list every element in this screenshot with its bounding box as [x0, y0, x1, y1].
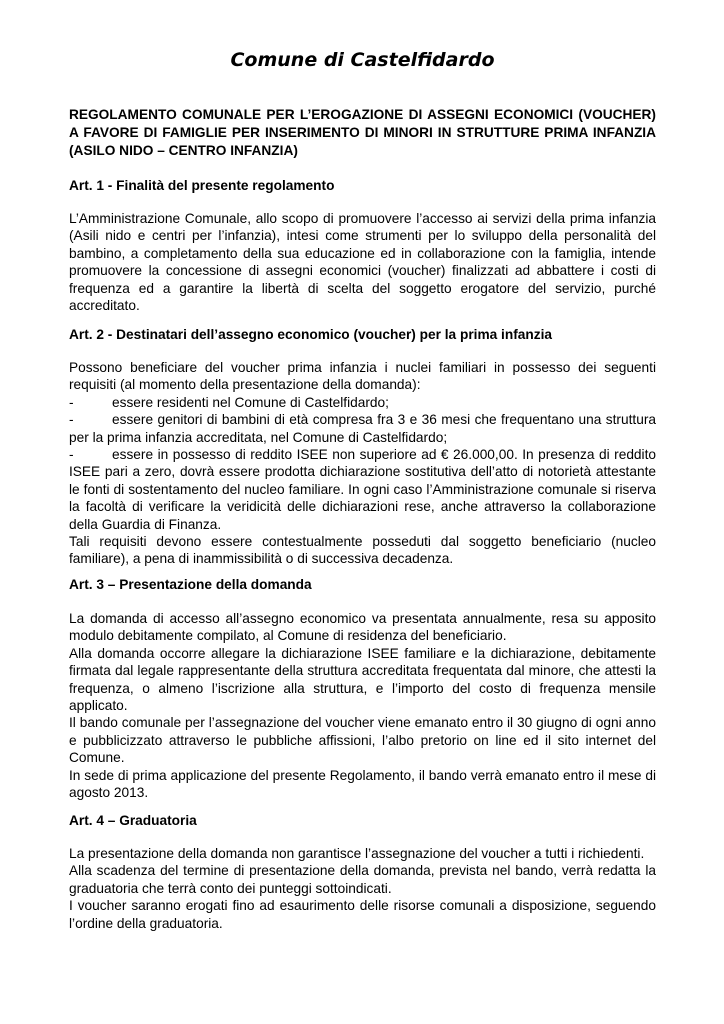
art2-closing: Tali requisiti devono essere contestualmente posseduti dal soggetto beneficiario (nucleo familiare), a pena di inammissibilità o di successiva decadenza. [69, 534, 656, 567]
art3-heading: Art. 3 – Presentazione della domanda [69, 577, 312, 592]
art2-bullet-text: essere residenti nel Comune di Castelfidardo; [112, 394, 389, 410]
bullet-marker: - [69, 412, 74, 428]
art2-intro: Possono beneficiare del voucher prima infanzia i nuclei familiari in possesso dei seguenti requisiti (al momento della presentazione della domanda): [69, 360, 656, 393]
art2-bullet [69, 394, 656, 411]
bullet-marker: - [69, 447, 74, 463]
art3-paragraph: Il bando comunale per l’assegnazione del voucher viene emanato entro il 30 giugno di ogni anno e pubblicizzato attraverso le pubbliche affissioni, l’albo pretorio on line ed il sito internet del Comune. [69, 715, 656, 766]
art2-bullet [69, 411, 656, 446]
document-title: Comune di Castelfidardo [230, 49, 495, 71]
art2-body [69, 359, 656, 568]
art2-bullet [69, 446, 656, 533]
art1-heading: Art. 1 - Finalità del presente regolamento [69, 178, 335, 193]
art1-paragraph: L’Amministrazione Comunale, allo scopo di promuovere l’accesso ai servizi della prima infanzia (Asili nido e centri per l’infanzia), intesi come strumenti per lo sviluppo della personalità del bambino, a completamento della sua educazione ed in collaborazione con la famiglia, intende promuovere la concessione di assegni economici (voucher) finalizzati ad abbattere i costi di frequenza ed a garantire la libertà di scelta del soggetto erogatore del servizio, purché accreditato. [69, 211, 656, 314]
art4-heading: Art. 4 – Graduatoria [69, 813, 197, 828]
art3-body [69, 610, 656, 801]
art2-heading: Art. 2 - Destinatari dell’assegno economico (voucher) per la prima infanzia [69, 327, 552, 342]
art4-paragraph: I voucher saranno erogati fino ad esaurimento delle risorse comunali a disposizione, seguendo l’ordine della graduatoria. [69, 898, 656, 931]
art3-paragraph: Alla domanda occorre allegare la dichiarazione ISEE familiare e la dichiarazione, debitamente firmata dal legale rappresentante della struttura accreditata frequentata dal minore, che attesti la frequenza, o almeno l’iscrizione alla struttura, e l’importo del costo di frequenza mensile applicato. [69, 645, 656, 714]
art4-paragraph: La presentazione della domanda non garantisce l’assegnazione del voucher a tutti i richiedenti. [69, 846, 645, 861]
art4-paragraph: Alla scadenza del termine di presentazione della domanda, prevista nel bando, verrà redatta la graduatoria che terrà conto dei punteggi sottoindicati. [69, 863, 656, 896]
art3-paragraph: La domanda di accesso all’assegno economico va presentata annualmente, resa su apposito modulo debitamente compilato, al Comune di residenza del beneficiario. [69, 611, 656, 644]
art3-paragraph: In sede di prima applicazione del presente Regolamento, il bando verrà emanato entro il mese di agosto 2013. [69, 767, 656, 801]
art2-bullet-text: essere in possesso di reddito ISEE non superiore ad € 26.000,00. In presenza di reddito ISEE pari a zero, dovrà essere prodotta dichiarazione sostitutiva dell’atto di notorietà attestante le fonti di sostentamento del nucleo familiare. In ogni caso l’Amministrazione comunale si riserva la facoltà di verificare la veridicità delle dichiarazioni rese, anche attraverso la collaborazione della Guardia di Finanza. [69, 447, 656, 532]
art1-body [69, 210, 656, 314]
bullet-marker: - [69, 394, 74, 410]
art4-body [69, 845, 656, 932]
regulation-heading: REGOLAMENTO COMUNALE PER L’EROGAZIONE DI ASSEGNI ECONOMICI (VOUCHER) A FAVORE DI FAMIGLIE PER INSERIMENTO DI MINORI IN STRUTTURE PRIMA INFANZIA (ASILO NIDO – CENTRO INFANZIA) [69, 107, 656, 158]
art2-bullet-text: essere genitori di bambini di età compresa fra 3 e 36 mesi che frequentano una struttura per la prima infanzia accreditata, nel Comune di Castelfidardo; [69, 412, 656, 445]
